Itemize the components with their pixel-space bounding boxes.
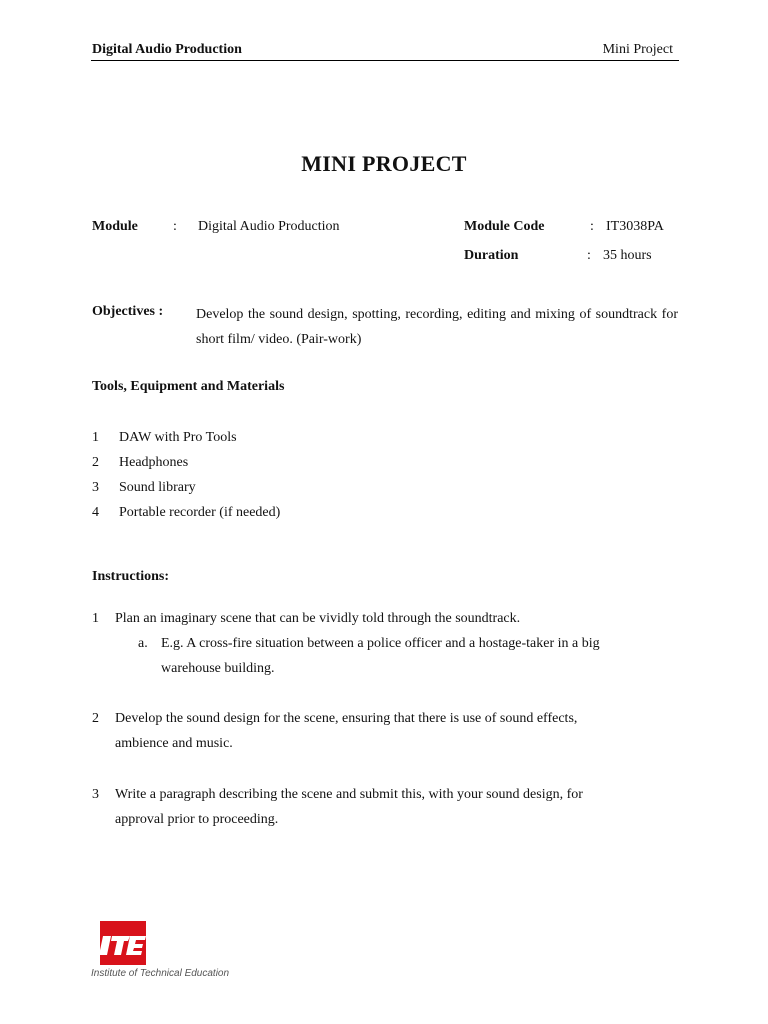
duration-value: 35 hours: [603, 248, 652, 263]
duration-label: Duration: [464, 248, 519, 263]
tools-item-number: 1: [92, 430, 99, 445]
module-value: Digital Audio Production: [198, 219, 340, 234]
ite-logo: [100, 921, 146, 965]
header-doc-type: Mini Project: [602, 42, 673, 57]
instruction-number: 1: [92, 611, 99, 626]
instructions-heading: Instructions:: [92, 569, 170, 584]
instruction-text: Develop the sound design for the scene, ensuring that there is use of sound effects,: [115, 711, 578, 726]
tools-item-text: DAW with Pro Tools: [119, 430, 237, 445]
tools-item-number: 2: [92, 455, 99, 470]
instruction-text: Plan an imaginary scene that can be vividly told through the soundtrack.: [115, 611, 521, 626]
tools-item-number: 3: [92, 480, 99, 495]
objectives-text: Develop the sound design, spotting, recording, editing and mixing of soundtrack for short film/ video. (Pair-work): [196, 307, 678, 347]
module-code-label: Module Code: [464, 219, 545, 234]
header-rule: [91, 60, 679, 61]
tools-item-text: Sound library: [119, 480, 196, 495]
instruction-sub-text: warehouse building.: [161, 661, 275, 676]
tools-item-text: Portable recorder (if needed): [119, 505, 281, 520]
tools-item-number: 4: [92, 505, 99, 520]
duration-colon: :: [587, 248, 591, 263]
header-course-title: Digital Audio Production: [92, 42, 242, 57]
page-title: MINI PROJECT: [301, 151, 467, 176]
module-colon: :: [173, 219, 177, 234]
instruction-sub-text: E.g. A cross-fire situation between a police officer and a hostage-taker in a big: [161, 636, 600, 651]
org-name: Institute of Technical Education: [91, 968, 230, 979]
module-label: Module: [92, 219, 138, 234]
ite-logo-mark: [100, 921, 146, 965]
tools-item-text: Headphones: [119, 455, 189, 470]
instruction-text: Write a paragraph describing the scene and submit this, with your sound design, for: [115, 787, 583, 802]
module-code-colon: :: [590, 219, 594, 234]
objectives-label: Objectives :: [92, 304, 164, 319]
instruction-text: ambience and music.: [115, 736, 233, 751]
instruction-number: 2: [92, 711, 99, 726]
module-code-value: IT3038PA: [606, 219, 664, 234]
instruction-text: approval prior to proceeding.: [115, 812, 279, 827]
instruction-number: 3: [92, 787, 99, 802]
tools-heading: Tools, Equipment and Materials: [92, 379, 285, 394]
instruction-sub-marker: a.: [138, 636, 148, 651]
